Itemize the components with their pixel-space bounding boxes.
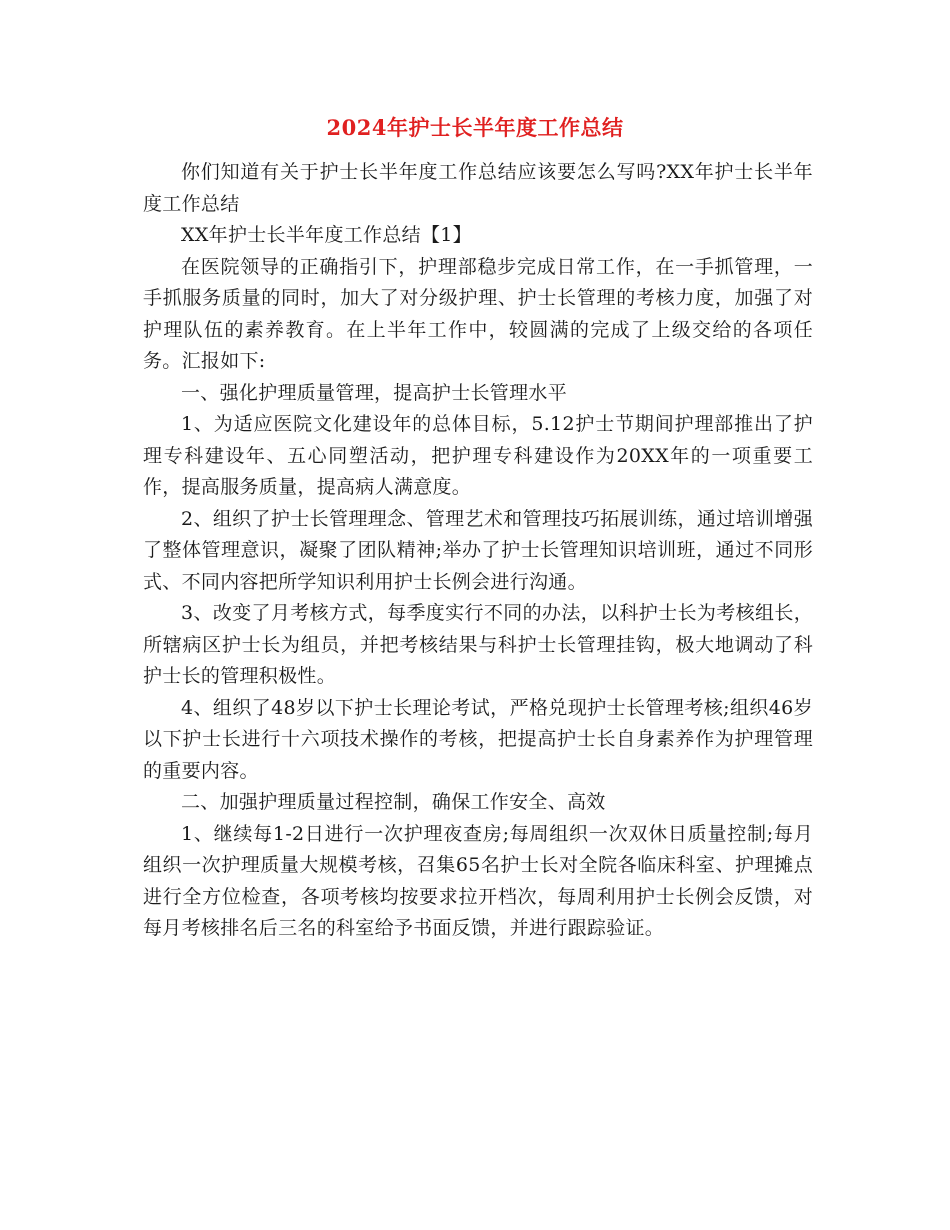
heading-section-one: 一、强化护理质量管理，提高护士长管理水平 — [181, 381, 568, 404]
document-body — [143, 157, 813, 945]
paragraph-overview: 在医院领导的正确指引下，护理部稳步完成日常工作，在一手抓管理，一手抓服务质量的同时，加大了对分级护理、护士长管理的考核力度，加强了对护理队伍的素养教育。在上半年工作中，较圆满的完成了上级交给的各项任务。汇报如下: — [143, 255, 813, 372]
heading-section-two: 二、加强护理质量过程控制，确保工作安全、高效 — [181, 791, 606, 813]
paragraph-intro: 你们知道有关于护士长半年度工作总结应该要怎么写吗?XX年护士长半年度工作总结 — [143, 161, 813, 215]
list-item-1-3: 3、改变了月考核方式，每季度实行不同的办法，以科护士长为考核组长，所辖病区护士长为组员，并把考核结果与科护士长管理挂钩，极大地调动了科护士长的管理积极性。 — [143, 602, 813, 687]
section-heading-part1: XX年护士长半年度工作总结【1】 — [181, 224, 472, 246]
list-item-1-4: 4、组织了48岁以下护士长理论考试，严格兑现护士长管理考核;组织46岁以下护士长进行十六项技术操作的考核，把提高护士长自身素养作为护理管理的重要内容。 — [143, 696, 813, 782]
list-item-2-1: 1、继续每1-2日进行一次护理夜查房;每周组织一次双休日质量控制;每月组织一次护理质量大规模考核，召集65名护士长对全院各临床科室、护理摊点进行全方位检查，各项考核均按要求拉开档次，每周利用护士长例会反馈，对每月考核排名后三名的科室给予书面反馈，并进行跟踪验证。 — [143, 822, 813, 939]
document-title: 2024年护士长半年度工作总结 — [326, 115, 624, 140]
list-item-1-1: 1、为适应医院文化建设年的总体目标，5.12护士节期间护理部推出了护理专科建设年、五心同塑活动，把护理专科建设作为20XX年的一项重要工作，提高服务质量，提高病人满意度。 — [143, 413, 813, 498]
list-item-1-2: 2、组织了护士长管理理念、管理艺术和管理技巧拓展训练，通过培训增强了整体管理意识，凝聚了团队精神;举办了护士长管理知识培训班，通过不同形式、不同内容把所学知识利用护士长例会进行沟通。 — [143, 507, 813, 593]
